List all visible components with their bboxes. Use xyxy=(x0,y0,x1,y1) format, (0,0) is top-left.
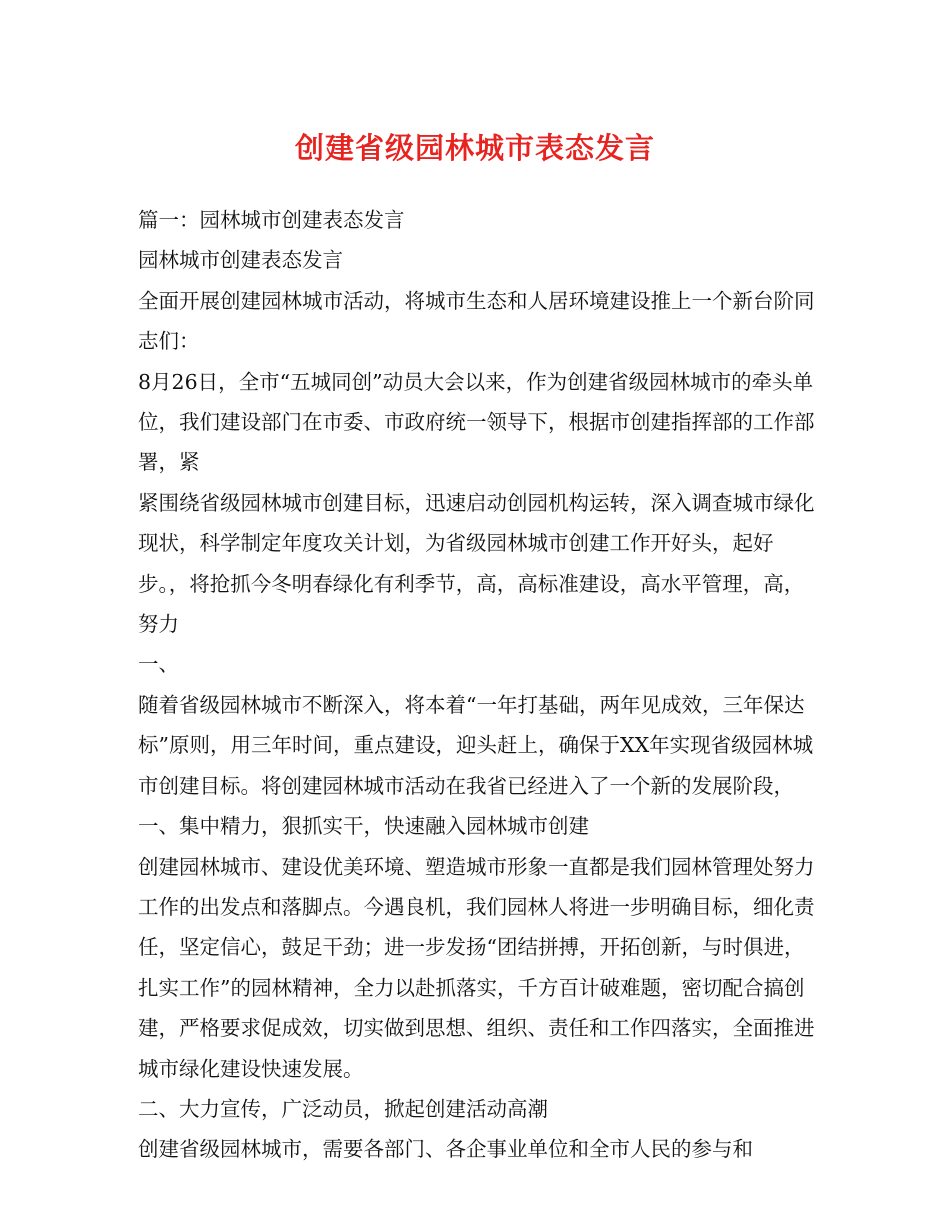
paragraph: 随着省级园林城市不断深入，将本着“一年打基础，两年见成效，三年保达标”原则，用三年时间，重点建设，迎头赶上，确保于XX年实现省级园林城市创建目标。将创建园林城市活动在我省已经进入了一个新的发展阶段， xyxy=(138,692,814,798)
paragraph-section-heading: 篇一：园林城市创建表态发言 xyxy=(138,208,405,232)
document-title: 创建省级园林城市表态发言 xyxy=(294,131,655,165)
paragraph-heading: 一、集中精力，狠抓实干，快速融入园林城市创建 xyxy=(138,814,589,839)
paragraph: 8月26日，全市“五城同创”动员大会以来，作为创建省级园林城市的牵头单位，我们建设部门在市委、市政府统一领导下，根据市创建指挥部的工作部署，紧 xyxy=(138,369,815,475)
paragraph-heading: 二、大力宣传，广泛动员，掀起创建活动高潮 xyxy=(138,1096,548,1121)
paragraph-heading: 一、 xyxy=(138,652,179,677)
paragraph: 创建园林城市、建设优美环境、塑造城市形象一直都是我们园林管理处努力工作的出发点和落脚点。今遇良机，我们园林人将进一步明确目标，细化责任，坚定信心，鼓足干劲；进一步发扬“团结拼搏，开拓创新，与时俱进，扎实工作”的园林精神，全力以赴抓落实，千方百计破难题，密切配合搞创建，严格要求促成效，切实做到思想、组织、责任和工作四落实，全面推进城市绿化建设快速发展。 xyxy=(138,854,815,1081)
document-body xyxy=(138,200,818,1170)
paragraph: 创建省级园林城市，需要各部门、各企事业单位和全市人民的参与和 xyxy=(138,1137,753,1162)
paragraph: 全面开展创建园林城市活动，将城市生态和人居环境建设推上一个新台阶同志们： xyxy=(138,288,815,354)
paragraph: 紧围绕省级园林城市创建目标，迅速启动创园机构运转，深入调查城市绿化现状，科学制定年度攻关计划，为省级园林城市创建工作开好头，起好步。，将抢抓今冬明春绿化有利季节，高，高标准建设，高水平管理，高，努力 xyxy=(138,490,815,637)
paragraph-subtitle: 园林城市创建表态发言 xyxy=(138,248,343,273)
